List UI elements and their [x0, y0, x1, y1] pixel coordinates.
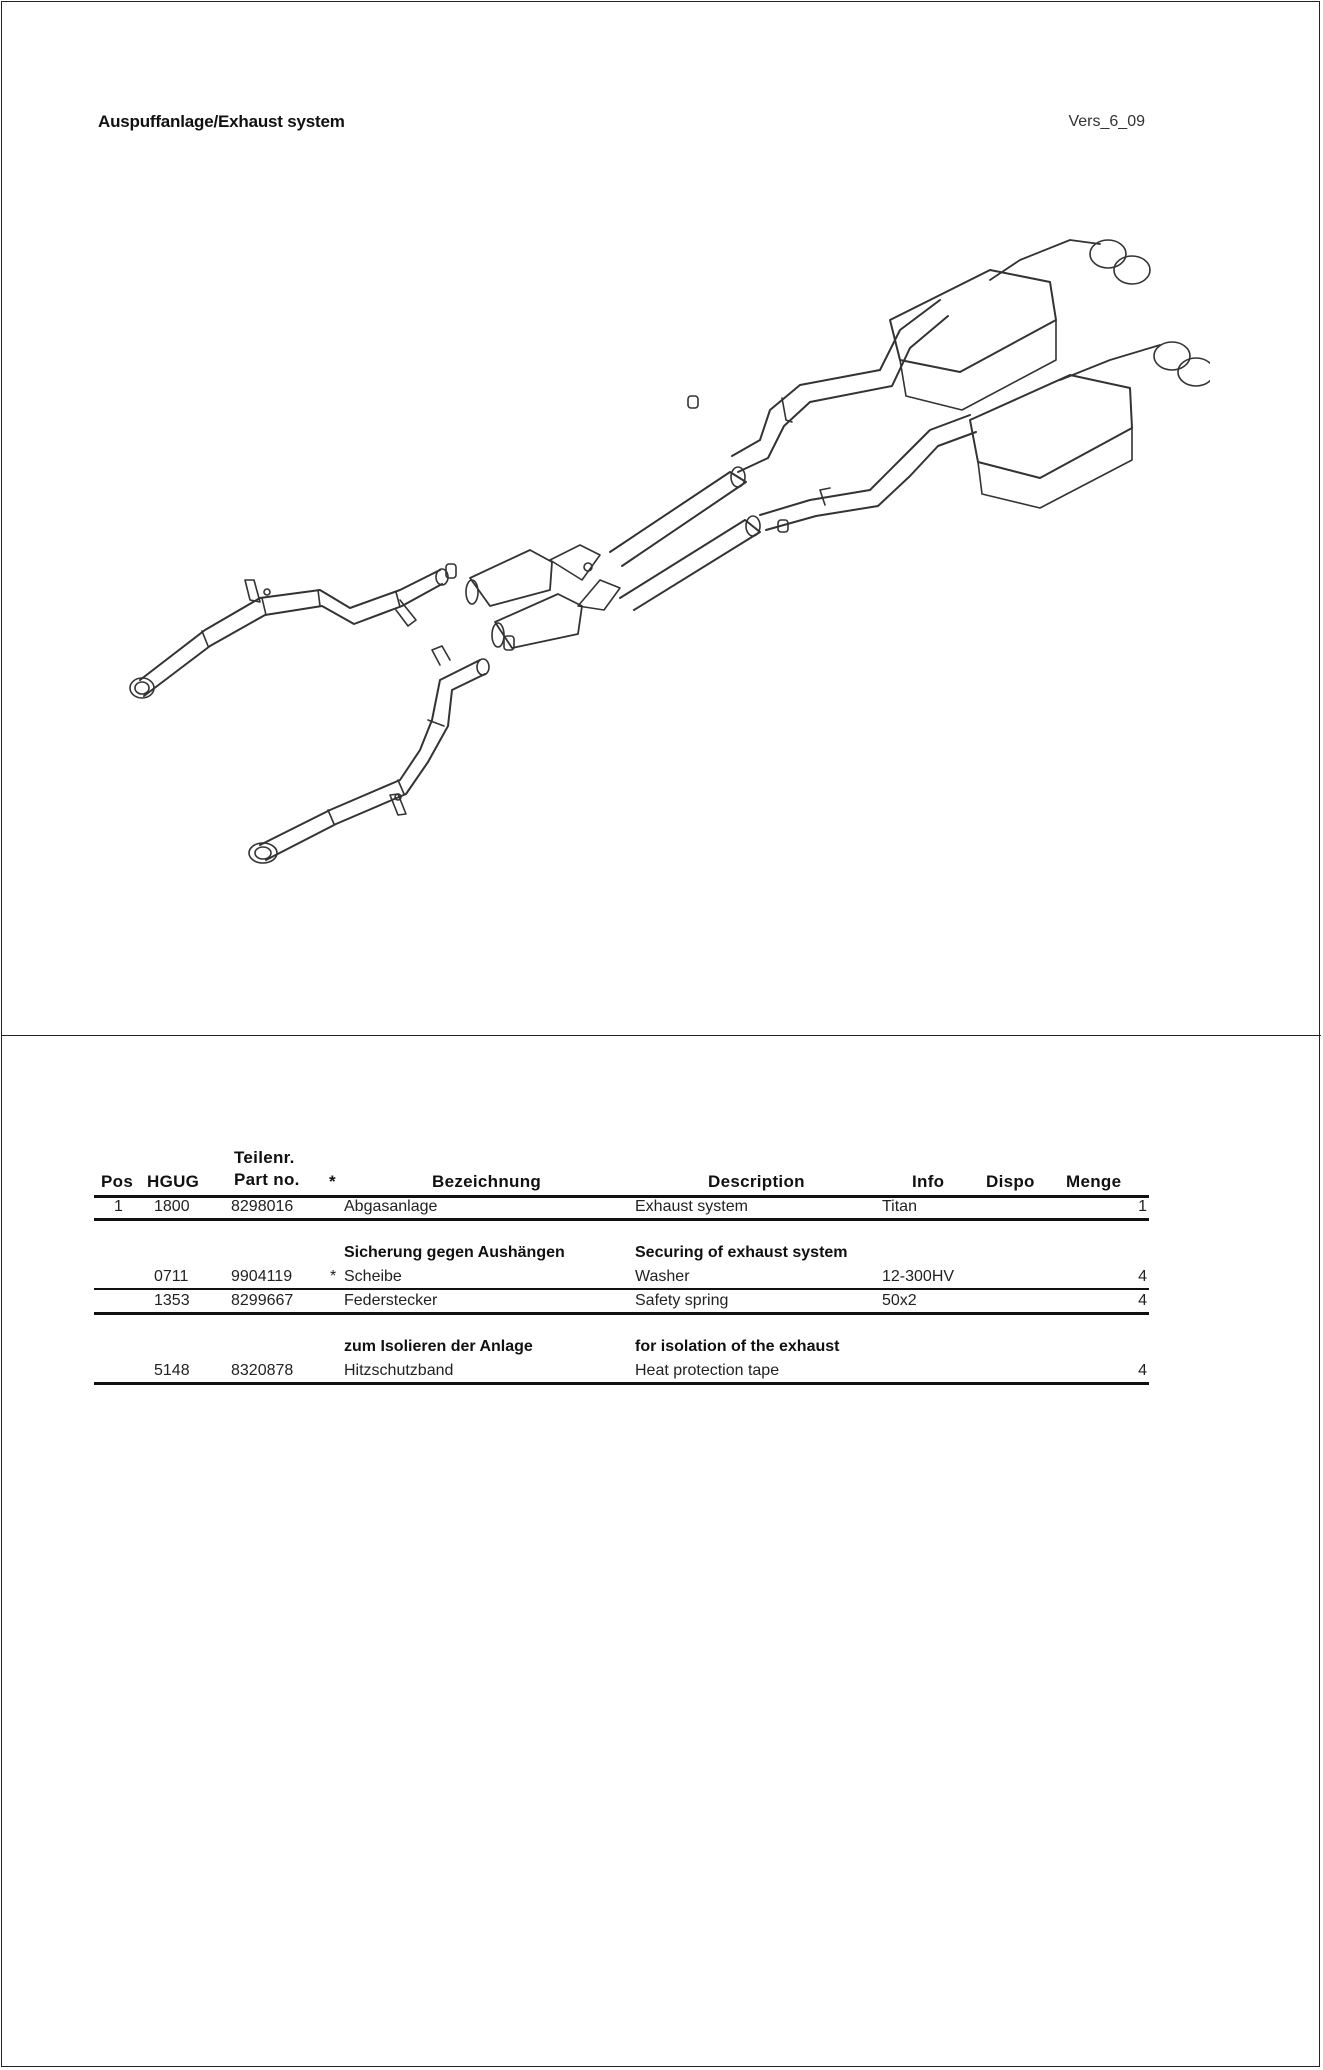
row-1-hgug: 1800 — [154, 1198, 190, 1215]
row-rule — [94, 1218, 1149, 1221]
row-4-menge: 4 — [1138, 1362, 1147, 1379]
row-1-part: 8298016 — [231, 1198, 294, 1215]
section-divider — [1, 1035, 1321, 1036]
row-4-bezeichnung: Hitzschutzband — [344, 1362, 454, 1379]
column-header-dispo: Dispo — [986, 1172, 1035, 1191]
column-header-pos: Pos — [101, 1172, 134, 1191]
column-header-info: Info — [912, 1172, 945, 1191]
row-1-description: Exhaust system — [635, 1198, 748, 1215]
row-3-menge: 4 — [1138, 1292, 1147, 1309]
rear-pipes — [732, 300, 976, 530]
catalytic-converters — [466, 545, 620, 648]
row-3-bezeichnung: Federstecker — [344, 1292, 438, 1309]
column-header-star: * — [329, 1172, 336, 1191]
clamps — [245, 396, 788, 815]
row-4-part: 8320878 — [231, 1362, 294, 1379]
row-1-pos: 1 — [114, 1198, 123, 1215]
column-header-bezeichnung: Bezeichnung — [432, 1172, 542, 1191]
row-2-description: Washer — [635, 1268, 690, 1285]
column-header-hgug: HGUG — [147, 1172, 200, 1191]
version-label: Vers_6_09 — [1068, 113, 1145, 130]
column-header-menge: Menge — [1066, 1172, 1122, 1191]
mid-pipes — [610, 467, 760, 610]
column-header-description: Description — [708, 1172, 805, 1191]
exhaust-system-diagram — [110, 160, 1210, 880]
row-2-star: * — [330, 1268, 337, 1285]
row-3-info: 50x2 — [882, 1292, 917, 1309]
row-4-hgug: 5148 — [154, 1362, 190, 1379]
tailpipes — [990, 240, 1210, 386]
row-1-bezeichnung: Abgasanlage — [344, 1198, 438, 1215]
group-1-description: Securing of exhaust system — [635, 1244, 848, 1261]
column-header-part-top: Teilenr. — [234, 1148, 295, 1167]
row-1-info: Titan — [882, 1198, 917, 1215]
page-title: Auspuffanlage/Exhaust system — [98, 112, 345, 131]
row-4-description: Heat protection tape — [635, 1362, 780, 1379]
mufflers — [890, 270, 1132, 508]
row-1-menge: 1 — [1138, 1198, 1147, 1215]
row-3-hgug: 1353 — [154, 1292, 190, 1309]
group-2-description: for isolation of the exhaust — [635, 1338, 840, 1355]
row-rule — [94, 1382, 1149, 1385]
column-header-part-bottom: Part no. — [234, 1170, 300, 1189]
front-pipe-right — [249, 646, 489, 863]
row-2-hgug: 0711 — [154, 1268, 189, 1285]
group-2-bezeichnung: zum Isolieren der Anlage — [344, 1338, 533, 1355]
front-pipe-left — [130, 569, 448, 698]
row-rule — [94, 1288, 1149, 1290]
group-1-bezeichnung: Sicherung gegen Aushängen — [344, 1244, 565, 1261]
row-2-info: 12-300HV — [882, 1268, 955, 1285]
row-2-menge: 4 — [1138, 1268, 1147, 1285]
row-2-part: 9904119 — [231, 1268, 293, 1285]
row-2-bezeichnung: Scheibe — [344, 1268, 402, 1285]
row-3-description: Safety spring — [635, 1292, 729, 1309]
row-rule — [94, 1312, 1149, 1315]
row-3-part: 8299667 — [231, 1292, 294, 1309]
